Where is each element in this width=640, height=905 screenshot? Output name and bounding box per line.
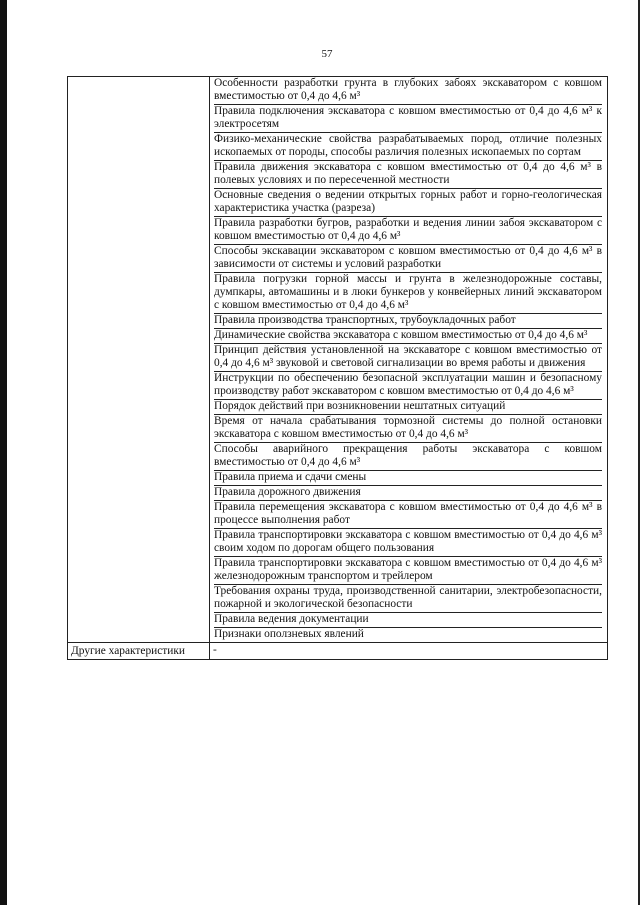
other-characteristics-label: Другие характеристики [68, 643, 210, 660]
knowledge-item: Правила дорожного движения [214, 486, 602, 501]
knowledge-item: Правила движения экскаватора с ковшом вместимостью от 0,4 до 4,6 м³ в полевых условиях и по пересеченной местности [214, 161, 602, 189]
knowledge-item: Способы экскавации экскаватором с ковшом вместимостью от 0,4 до 4,6 м³ в зависимости от системы и условий разработки [214, 245, 602, 273]
knowledge-item: Основные сведения о ведении открытых горных работ и горно-геологическая характеристика участка (разреза) [214, 189, 602, 217]
knowledge-item: Правила транспортировки экскаватора с ковшом вместимостью от 0,4 до 4,6 м³ своим ходом по дорогам общего пользования [214, 529, 602, 557]
knowledge-item: Правила производства транспортных, трубоукладочных работ [214, 314, 602, 329]
knowledge-row [68, 77, 608, 643]
knowledge-cell [210, 77, 608, 643]
knowledge-item: Динамические свойства экскаватора с ковшом вместимостью от 0,4 до 4,6 м³ [214, 329, 602, 344]
knowledge-item: Правила ведения документации [214, 613, 602, 628]
knowledge-item: Требования охраны труда, производственной санитарии, электробезопасности, пожарной и экологической безопасности [214, 585, 602, 613]
knowledge-item: Инструкции по обеспечению безопасной эксплуатации машин и безопасному производству работ экскаватором с ковшом вместимостью от 0,4 до 4,6 м³ [214, 372, 602, 400]
knowledge-label-cell [68, 77, 210, 643]
other-row [68, 643, 608, 660]
knowledge-item: Способы аварийного прекращения работы экскаватора с ковшом вместимостью от 0,4 до 4,6 м³ [214, 443, 602, 471]
knowledge-list [214, 77, 602, 642]
page-number: 57 [321, 48, 333, 60]
knowledge-item: Правила приема и сдачи смены [214, 471, 602, 486]
knowledge-item: Признаки оползневых явлений [214, 628, 364, 640]
knowledge-item: Порядок действий при возникновении нештатных ситуаций [214, 400, 602, 415]
knowledge-item: Принцип действия установленной на экскаваторе с ковшом вместимостью от 0,4 до 4,6 м³ звуковой и световой сигнализации во время работы и движения [214, 344, 602, 372]
knowledge-item: Правила разработки бугров, разработки и ведения линии забоя экскаватором с ковшом вместимостью от 0,4 до 4,6 м³ [214, 217, 602, 245]
knowledge-item: Физико-механические свойства разрабатываемых пород, отличие полезных ископаемых от породы, способы различия полезных ископаемых по сортам [214, 133, 602, 161]
other-characteristics-value: - [210, 643, 608, 660]
knowledge-item: Особенности разработки грунта в глубоких забоях экскаватором с ковшом вместимостью от 0,4 до 4,6 м³ [214, 77, 602, 105]
knowledge-item: Правила транспортировки экскаватора с ковшом вместимостью от 0,4 до 4,6 м³ железнодорожным транспортом и трейлером [214, 557, 602, 585]
requirements-table [67, 76, 608, 660]
knowledge-item: Правила перемещения экскаватора с ковшом вместимостью от 0,4 до 4,6 м³ в процессе выполнения работ [214, 501, 602, 529]
knowledge-item: Правила подключения экскаватора с ковшом вместимостью от 0,4 до 4,6 м³ к электросетям [214, 105, 602, 133]
knowledge-item: Правила погрузки горной массы и грунта в железнодорожные составы, думпкары, автомашины и в люки бункеров у конвейерных линий экскаватором с ковшом вместимостью от 0,4 до 4,6 м³ [214, 273, 602, 314]
knowledge-item: Время от начала срабатывания тормозной системы до полной остановки экскаватора с ковшом вместимостью от 0,4 до 4,6 м³ [214, 415, 602, 443]
